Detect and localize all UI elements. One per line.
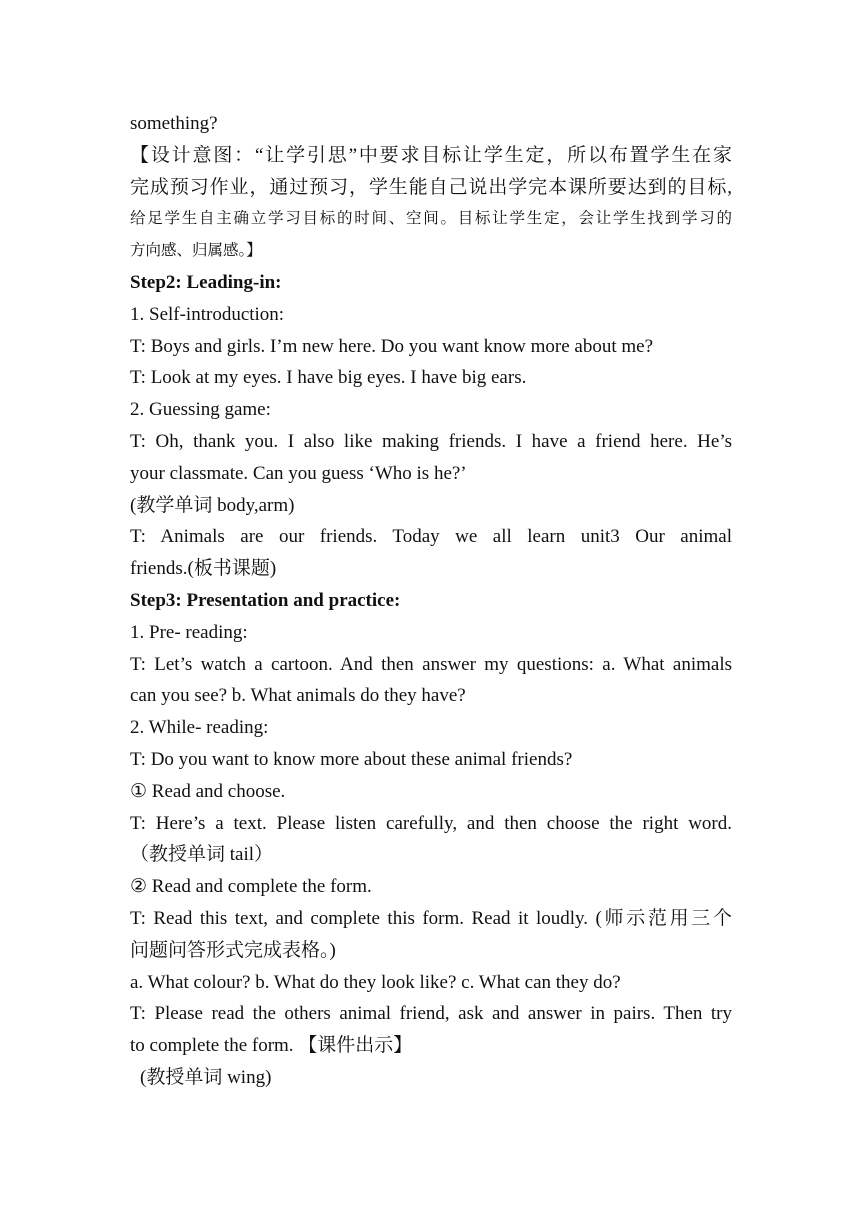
text-line: can you see? b. What animals do they have? — [130, 685, 466, 707]
design-intent-line: 给足学生自主确立学习目标的时间、空间。目标让学生定，会让学生找到学习的 — [130, 210, 732, 228]
text-line: friends.(板书课题) — [130, 558, 277, 580]
text-line: a. What colour? b. What do they look like? c. What can they do? — [130, 971, 621, 993]
text-line: (教学单词 body,arm) — [130, 494, 295, 516]
text-line: T: Let’s watch a cartoon. And then answer my questions: a. What animals — [130, 653, 732, 675]
design-intent-line: 完成预习作业，通过预习，学生能自己说出学完本课所要达到的目标, — [130, 176, 732, 198]
text-line: （教授单词 tail） — [130, 844, 274, 866]
text-line: ② Read and complete the form. — [130, 876, 372, 898]
design-intent-line: 【设计意图：“让学引思”中要求目标让学生定，所以布置学生在家 — [130, 144, 732, 166]
text-line: (教授单词 wing) — [140, 1066, 272, 1088]
text-line: T: Boys and girls. I’m new here. Do you want know more about me? — [130, 335, 654, 357]
text-line: 问题问答形式完成表格。) — [130, 939, 336, 961]
text-line: 2. Guessing game: — [130, 399, 271, 421]
text-line: your classmate. Can you guess ‘Who is he?’ — [130, 462, 467, 484]
design-intent-line: 方向感、归属感。】 — [130, 242, 262, 260]
section-heading: Step2: Leading-in: — [130, 271, 282, 293]
text-line: ① Read and choose. — [130, 780, 286, 802]
text-line: something? — [130, 113, 218, 134]
text-line: T: Oh, thank you. I also like making friends. I have a friend here. He’s — [130, 430, 732, 452]
text-line: 1. Pre- reading: — [130, 621, 248, 643]
text-line: T: Do you want to know more about these animal friends? — [130, 748, 573, 770]
section-heading: Step3: Presentation and practice: — [130, 589, 401, 611]
document-page — [130, 108, 732, 1094]
text-line: 2. While- reading: — [130, 717, 269, 739]
text-line: T: Look at my eyes. I have big eyes. I have big ears. — [130, 367, 527, 389]
text-line: T: Read this text, and complete this form. Read it loudly. (师示范用三个 — [130, 907, 732, 929]
text-line: T: Please read the others animal friend, ask and answer in pairs. Then try — [130, 1003, 732, 1025]
text-line: 1. Self-introduction: — [130, 303, 285, 325]
text-line: to complete the form. 【课件出示】 — [130, 1035, 413, 1057]
text-line: T: Animals are our friends. Today we all learn unit3 Our animal — [130, 526, 732, 548]
text-line: T: Here’s a text. Please listen carefully, and then choose the right word. — [130, 812, 732, 834]
